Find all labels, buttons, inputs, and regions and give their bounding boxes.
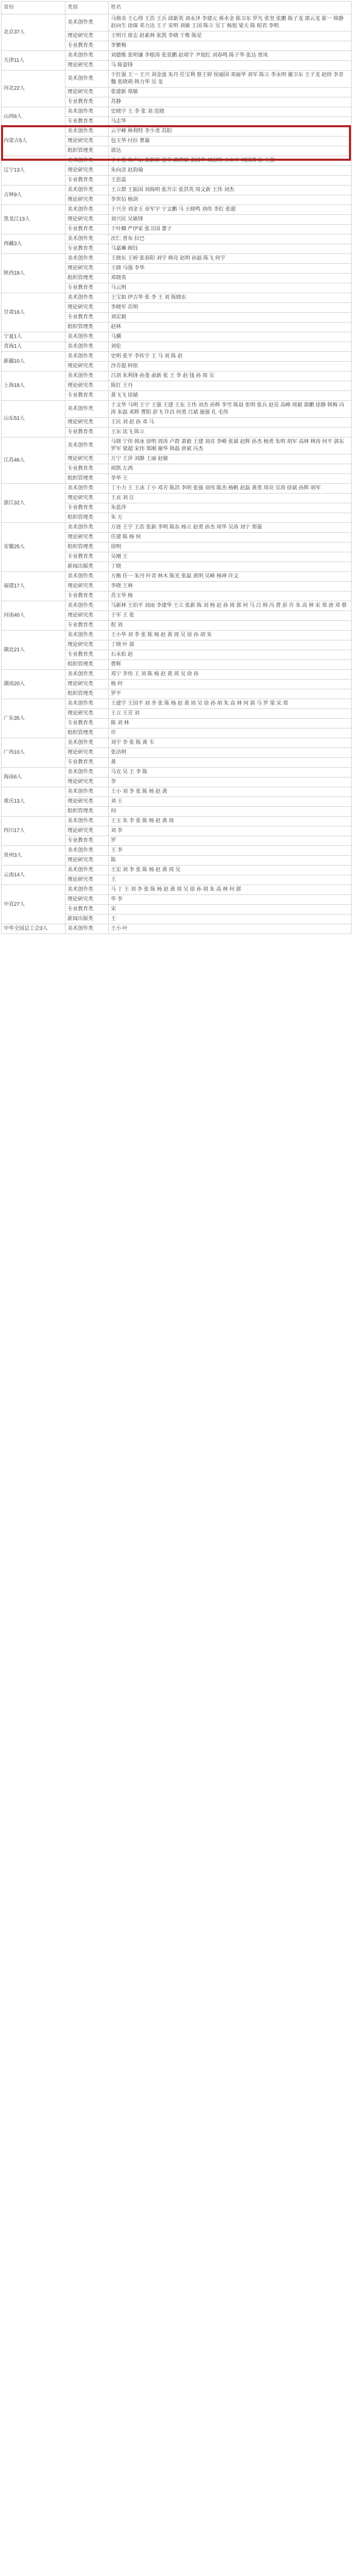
table-row <box>2 156 351 166</box>
names-cell: 丁小力 王 王冰 丁小 邓芳 陈洪 李明 张强 刘伟 陈杰 杨帆 赵磊 黄勇 周亮 吴涛 徐斌 孙辉 胡军 <box>109 484 351 494</box>
category-cell: 美术创作类 <box>65 293 109 303</box>
table-row <box>2 14 351 31</box>
province-cell: 湖南20人 <box>2 670 65 699</box>
names-cell: 杨 何 <box>109 680 351 689</box>
province-cell: 山西6人 <box>2 107 65 127</box>
category-cell: 美术创作类 <box>65 437 109 454</box>
names-cell: 丁晓 叶 郭 <box>109 640 351 650</box>
names-cell: 刘 李 <box>109 826 351 836</box>
table-row <box>2 523 351 533</box>
names-cell: 王建宇 王国平 刘 李 张 陈 杨 赵 黄 周 吴 徐 孙 胡 朱 高 林 何 郭 马 罗 梁 宋 郑 <box>109 699 351 709</box>
category-cell: 组织管理类 <box>65 807 109 817</box>
province-cell: 中华全国总工会3人 <box>2 924 65 934</box>
names-cell: 刘德维 张明谦 李根涛 张莫鹏 赵靖宇 尹旭红 刘春鸣 陈子华 张达 贾凤 <box>109 51 351 61</box>
table-row <box>2 817 351 826</box>
names-cell: 邓宁 李伟 王 刘 陈 杨 赵 黄 周 吴 徐 孙 <box>109 670 351 680</box>
names-cell: 马云明 <box>109 283 351 293</box>
category-cell: 美术创作类 <box>65 768 109 777</box>
category-cell: 美术创作类 <box>65 127 109 137</box>
names-cell: 张洁明 <box>109 748 351 758</box>
province-cell: 西藏3人 <box>2 234 65 254</box>
header-names: 姓名 <box>109 2 351 14</box>
table-header-row <box>2 2 351 14</box>
province-cell: 河南40人 <box>2 601 65 631</box>
category-cell: 美术创作类 <box>65 885 109 895</box>
names-cell: 王 李 <box>109 846 351 856</box>
province-cell: 中直27人 <box>2 885 65 924</box>
names-cell: 王 <box>109 914 351 924</box>
category-cell: 美术创作类 <box>65 14 109 31</box>
category-cell: 理论研究类 <box>65 826 109 836</box>
names-cell: 于军 王 张 <box>109 611 351 621</box>
names-cell: 陈 <box>109 856 351 866</box>
table-row <box>2 107 351 117</box>
category-cell: 组织管理类 <box>65 146 109 156</box>
category-cell: 专业教育类 <box>65 391 109 401</box>
names-cell: 史明 张平 李传宇 王 马 刘 陈 赵 <box>109 352 351 362</box>
names-cell: 朱蓝萍 <box>109 503 351 513</box>
names-cell: 次仁 普布 拉巴 <box>109 234 351 244</box>
names-cell: 华 李 <box>109 895 351 905</box>
names-cell: 王东 沈飞 陈立 <box>109 428 351 437</box>
province-cell: 内蒙古5人 <box>2 127 65 156</box>
category-cell: 理论研究类 <box>65 533 109 543</box>
names-cell: 王晓 马强 李华 <box>109 264 351 274</box>
category-cell: 专业教育类 <box>65 176 109 185</box>
names-cell: 李 <box>109 777 351 787</box>
category-cell: 专业教育类 <box>65 313 109 323</box>
table-row <box>2 342 351 352</box>
category-cell: 理论研究类 <box>65 88 109 97</box>
province-cell: 黑龙江13人 <box>2 205 65 234</box>
names-cell: 沙吾提 阿依 <box>109 362 351 371</box>
category-cell: 理论研究类 <box>65 494 109 503</box>
province-cell: 山东51人 <box>2 401 65 437</box>
names-cell: 宋 <box>109 905 351 914</box>
names-cell: 邓晓英 <box>109 274 351 283</box>
category-cell: 美术创作类 <box>65 484 109 494</box>
category-cell: 美术创作类 <box>65 156 109 166</box>
category-cell: 美术创作类 <box>65 787 109 797</box>
names-cell: 王民 刘 赵 孙 邓 马 <box>109 418 351 428</box>
names-cell: 许 <box>109 728 351 738</box>
table-row <box>2 352 351 362</box>
table-row <box>2 254 351 264</box>
category-cell: 美术创作类 <box>65 71 109 88</box>
category-cell: 专业教育类 <box>65 905 109 914</box>
category-cell: 理论研究类 <box>65 166 109 176</box>
category-cell: 理论研究类 <box>65 61 109 71</box>
category-cell: 美术创作类 <box>65 401 109 418</box>
names-cell: 包玉华 付拉 曹凝 <box>109 137 351 146</box>
table-row <box>2 787 351 797</box>
names-cell: 马志华 <box>109 117 351 127</box>
table-row <box>2 127 351 137</box>
names-cell: 王立群 王振国 刘海明 张升宗 张洪英 周文新 王伟 刘杰 <box>109 185 351 195</box>
province-cell: 北京37人 <box>2 14 65 51</box>
table-body <box>2 14 351 934</box>
province-cell: 青海1人 <box>2 342 65 352</box>
table-row <box>2 768 351 777</box>
province-cell: 江苏46人 <box>2 437 65 484</box>
table-row <box>2 846 351 856</box>
category-cell: 理论研究类 <box>65 611 109 621</box>
category-cell: 组织管理类 <box>65 543 109 552</box>
names-cell: 于叶卿 严伊家 张卫国 董子 <box>109 225 351 234</box>
names-cell: 郭达 <box>109 146 351 156</box>
province-cell: 上海18人 <box>2 371 65 401</box>
category-cell: 理论研究类 <box>65 797 109 807</box>
category-cell: 专业教育类 <box>65 719 109 728</box>
table-row <box>2 401 351 418</box>
names-cell: 王小华 刘 李 张 陈 杨 赵 黄 周 吴 徐 孙 胡 朱 <box>109 631 351 640</box>
names-cell: 马鼎美 王心得 王浩 王兵 邱新英 刘永泽 李建元 蒋水金 陈卫东 罗凡 张坚 张鹏 陈子龙 邵云龙 霍一 韩静 赵向生 徐琛 邓力达 王子 宋明 刘敏 王国 陈立 吴丁 杨旭 梁天 陈 昭君 李明 <box>109 14 351 31</box>
names-cell: 于小莲 朱产坛 张新彩 张芬 郭洪斌 张国华 刘宏明 王立平 刘国鸿 徐 王强 <box>109 156 351 166</box>
names-cell: 朱向彦 赵韵瑜 <box>109 166 351 176</box>
category-cell: 理论研究类 <box>65 381 109 391</box>
category-cell: 美术创作类 <box>65 846 109 856</box>
names-cell: 王明月 席志 赵素林 张凯 李晓 于维 陈星 <box>109 31 351 41</box>
table-row <box>2 185 351 195</box>
category-cell: 专业教育类 <box>65 244 109 254</box>
province-cell: 重庆13人 <box>2 787 65 817</box>
province-cell: 云南14人 <box>2 866 65 885</box>
page-container <box>1 1 351 934</box>
names-cell: 陈 刘 林 <box>109 719 351 728</box>
names-cell: 赵林 <box>109 323 351 332</box>
category-cell: 组织管理类 <box>65 689 109 699</box>
names-cell: 刘 王 <box>109 797 351 807</box>
names-cell: 马克 吴 王 李 陈 <box>109 768 351 777</box>
table-row <box>2 738 351 748</box>
category-cell: 组织管理类 <box>65 728 109 738</box>
names-cell: 万迹 王宇 王浩 张新 李明 陈东 杨立 赵勇 孙杰 周华 吴涛 刘宁 郑强 <box>109 523 351 533</box>
province-cell: 四川17人 <box>2 817 65 846</box>
names-cell: 于文华 马明 王宁 王强 王建 王东 王伟 刘杰 孙辉 李雪 陈晨 张明 张兵 赵亮 高峰 周毅 郭鹏 徐静 韩梅 冯涛 朱磊 邓辉 曹阳 彭飞 许昌 何勇 吕斌 施强 孔 毛伟 <box>109 401 351 418</box>
category-cell: 专业教育类 <box>65 283 109 293</box>
category-cell: 理论研究类 <box>65 777 109 787</box>
category-cell: 理论研究类 <box>65 895 109 905</box>
category-cell: 组织管理类 <box>65 660 109 670</box>
category-cell: 组织管理类 <box>65 513 109 523</box>
table-row <box>2 631 351 640</box>
category-cell: 理论研究类 <box>65 454 109 464</box>
table-row <box>2 484 351 494</box>
province-cell: 天津11人 <box>2 51 65 71</box>
names-cell: 马 丁 王 刘 李 张 陈 杨 赵 黄 周 吴 徐 孙 胡 朱 高 林 何 郭 <box>109 885 351 895</box>
province-cell: 海南6人 <box>2 768 65 787</box>
category-cell: 理论研究类 <box>65 31 109 41</box>
names-cell: 任建 陈 杨 何 <box>109 533 351 543</box>
names-cell: 刘伦 <box>109 342 351 352</box>
province-cell: 湖北21人 <box>2 631 65 670</box>
category-cell: 美术创作类 <box>65 332 109 342</box>
names-cell: 马嘉琳 顾钰 <box>109 244 351 254</box>
names-cell: 王玉 朱 李 张 陈 杨 赵 黄 周 <box>109 817 351 826</box>
category-cell: 美术创作类 <box>65 234 109 244</box>
category-cell: 美术创作类 <box>65 51 109 61</box>
category-cell: 美术创作类 <box>65 572 109 582</box>
names-cell: 刘宇 李 张 陈 黄 韦 <box>109 738 351 748</box>
header-province: 省份 <box>2 2 65 14</box>
table-row <box>2 885 351 895</box>
category-cell: 新闻出版类 <box>65 562 109 572</box>
names-cell: 张建新 郑敏 <box>109 88 351 97</box>
category-cell: 美术创作类 <box>65 924 109 934</box>
table-row <box>2 699 351 709</box>
table-row <box>2 205 351 215</box>
names-cell: 王小 刘 李 张 陈 杨 赵 黄 <box>109 787 351 797</box>
names-cell: 丁晓 <box>109 562 351 572</box>
names-cell: 王晓东 王婷 张春阳 刘宇 韩亮 赵明 孙磊 陈飞 何宇 <box>109 254 351 264</box>
category-cell: 专业教育类 <box>65 464 109 474</box>
names-cell: 于红强 王一 王兴 刘金波 朱丹 任宝利 蔡王婷 侯丽国 邓丽华 刘军 陈立 李永明 谢卫东 王子龙 赵炜 李青 魏 张晓萌 韩力华 吴 龙 <box>109 71 351 88</box>
names-cell: 万宁 王萍 刘静 王丽 赵敏 <box>109 454 351 464</box>
category-cell: 专业教育类 <box>65 758 109 768</box>
names-cell: 罗平 <box>109 689 351 699</box>
category-cell: 专业教育类 <box>65 591 109 601</box>
category-cell: 专业教育类 <box>65 621 109 631</box>
table-row <box>2 670 351 680</box>
names-cell: 吕剑 朱利锋 孙斐 俞新 张 王 李 赵 钱 孙 周 吴 <box>109 371 351 381</box>
table-row <box>2 437 351 454</box>
category-cell: 理论研究类 <box>65 137 109 146</box>
table-row <box>2 866 351 875</box>
names-cell: 苏玉华 杨 <box>109 591 351 601</box>
category-cell: 理论研究类 <box>65 856 109 866</box>
names-cell: 刘兴民 吴敏锋 <box>109 215 351 225</box>
names-cell: 云宇峰 林利特 李少勇 苏阳 <box>109 127 351 137</box>
category-cell: 新闻出版类 <box>65 914 109 924</box>
category-cell: 美术创作类 <box>65 699 109 709</box>
names-cell: 徐明 <box>109 543 351 552</box>
names-cell: 黄飞飞 徐婧 <box>109 391 351 401</box>
names-cell: 于兴全 刘金玉 章军宇 宁文鹏 马 王晓鸣 刘伟 李红 张超 <box>109 205 351 215</box>
names-cell: 李晓 王林 <box>109 582 351 591</box>
category-cell: 专业教育类 <box>65 97 109 107</box>
names-cell: 黄 <box>109 758 351 768</box>
province-cell: 广西10人 <box>2 738 65 768</box>
table-row <box>2 332 351 342</box>
category-cell: 美术创作类 <box>65 631 109 640</box>
category-cell: 专业教育类 <box>65 650 109 660</box>
category-cell: 理论研究类 <box>65 303 109 313</box>
names-cell: 刘宏毅 <box>109 313 351 323</box>
province-cell: 甘肃16人 <box>2 293 65 332</box>
category-cell: 专业教育类 <box>65 225 109 234</box>
category-cell: 美术创作类 <box>65 205 109 215</box>
category-cell: 美术创作类 <box>65 371 109 381</box>
names-cell: 李世信 杨剑 <box>109 195 351 205</box>
category-cell: 美术创作类 <box>65 342 109 352</box>
table-row <box>2 371 351 381</box>
names-cell: 李晓军 岳明 <box>109 303 351 313</box>
category-cell: 美术创作类 <box>65 866 109 875</box>
province-cell: 安徽25人 <box>2 523 65 572</box>
names-cell: 苏静 <box>109 97 351 107</box>
category-cell: 理论研究类 <box>65 418 109 428</box>
category-cell: 理论研究类 <box>65 875 109 885</box>
category-cell: 专业教育类 <box>65 836 109 846</box>
category-cell: 理论研究类 <box>65 582 109 591</box>
province-cell: 浙江32人 <box>2 484 65 523</box>
category-cell: 组织管理类 <box>65 474 109 484</box>
province-cell: 吉林9人 <box>2 185 65 205</box>
category-cell: 理论研究类 <box>65 680 109 689</box>
table-row <box>2 924 351 934</box>
names-cell: 王思蕊 <box>109 176 351 185</box>
names-cell: 胡凯 左鸿 <box>109 464 351 474</box>
table-row <box>2 601 351 611</box>
category-cell: 美术创作类 <box>65 817 109 826</box>
names-cell: 程 刘 <box>109 621 351 631</box>
province-cell: 辽宁13人 <box>2 156 65 185</box>
names-cell: 王宝如 伊吉华 张 李 王 刘 陈晓东 <box>109 293 351 303</box>
names-cell: 陈红 王丹 <box>109 381 351 391</box>
category-cell: 专业教育类 <box>65 503 109 513</box>
category-cell: 组织管理类 <box>65 274 109 283</box>
names-cell: 马 陈姿锋 <box>109 61 351 71</box>
category-cell: 美术创作类 <box>65 738 109 748</box>
province-cell: 新疆10人 <box>2 352 65 371</box>
table-row <box>2 51 351 61</box>
names-cell: 曹辉 <box>109 660 351 670</box>
names-cell: 王贞 刘 汪 <box>109 494 351 503</box>
names-cell: 朱 方 <box>109 513 351 523</box>
names-cell: 王 <box>109 875 351 885</box>
names-cell: 史晓宇 王 李 张 刘 范晓 <box>109 107 351 117</box>
category-cell: 美术创作类 <box>65 523 109 533</box>
names-cell: 方衡 任一 朱丹 叶青 林木 陈光 张磊 黄明 吴峰 杨坤 许文 <box>109 572 351 582</box>
names-cell: 李华 王 <box>109 474 351 484</box>
names-cell: 罗 <box>109 836 351 846</box>
category-cell: 专业教育类 <box>65 41 109 51</box>
province-cell: 陕西18人 <box>2 254 65 293</box>
table-row <box>2 234 351 244</box>
names-cell: 王小 叶 <box>109 924 351 934</box>
header-category: 类别 <box>65 2 109 14</box>
names-cell: 何 <box>109 807 351 817</box>
names-cell: 马晓 宁伟 韩冰 徐明 周涛 卢群 萧毅 王建 刘亮 李峰 张斌 赵辉 孙杰 杨勇 朱明 胡军 高林 林涛 何平 郭东 罗军 梁超 宋伟 郑刚 谢华 韩磊 唐斌 冯杰 <box>109 437 351 454</box>
category-cell: 理论研究类 <box>65 640 109 650</box>
category-cell: 理论研究类 <box>65 748 109 758</box>
names-cell: 王立 王芳 刘 <box>109 709 351 719</box>
province-cell: 福建17人 <box>2 572 65 601</box>
category-cell: 专业教育类 <box>65 428 109 437</box>
category-cell: 理论研究类 <box>65 264 109 274</box>
table-row <box>2 71 351 88</box>
names-cell: 石永松 赵 <box>109 650 351 660</box>
category-cell: 美术创作类 <box>65 670 109 680</box>
category-cell: 专业教育类 <box>65 552 109 562</box>
category-cell: 理论研究类 <box>65 709 109 719</box>
category-cell: 美术创作类 <box>65 107 109 117</box>
names-cell: 王宏 刘 李 张 陈 杨 赵 黄 周 吴 <box>109 866 351 875</box>
category-cell: 美术创作类 <box>65 601 109 611</box>
names-cell: 马新林 王伯平 刘雨 李建华 王立 张新 陈 刘 杨 赵 孙 周 郭 何 马 吕 韩 冯 曹 彭 许 朱 高 林 宋 郑 唐 邓 蔡 <box>109 601 351 611</box>
province-cell: 贵州3人 <box>2 846 65 866</box>
category-cell: 组织管理类 <box>65 323 109 332</box>
category-cell: 理论研究类 <box>65 215 109 225</box>
category-cell: 理论研究类 <box>65 195 109 205</box>
category-cell: 美术创作类 <box>65 352 109 362</box>
names-cell: 马骥 <box>109 332 351 342</box>
category-cell: 美术创作类 <box>65 254 109 264</box>
names-cell: 李繁梅 <box>109 41 351 51</box>
table-row <box>2 572 351 582</box>
awardee-table <box>1 1 351 934</box>
category-cell: 理论研究类 <box>65 362 109 371</box>
province-cell: 河北22人 <box>2 71 65 107</box>
province-cell: 宁夏1人 <box>2 332 65 342</box>
table-row <box>2 293 351 303</box>
category-cell: 专业教育类 <box>65 117 109 127</box>
names-cell: 吴刚 王 <box>109 552 351 562</box>
province-cell: 广东35人 <box>2 699 65 738</box>
category-cell: 美术创作类 <box>65 185 109 195</box>
